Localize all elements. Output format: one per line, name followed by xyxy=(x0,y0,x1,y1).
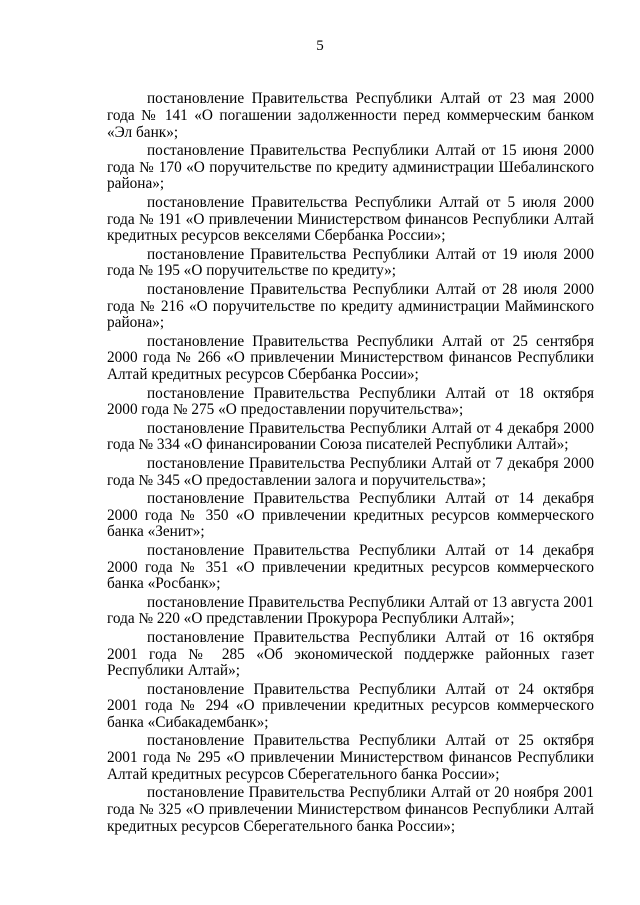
paragraph-3: постановление Правительства Республики Алтай от 5 июля 2000 года № 191 «О привлечении Министерством финансов Республики Алтай кредитных ресурсов векселями Сбербанка России»; xyxy=(107,193,594,245)
paragraph-14: постановление Правительства Республики Алтай от 24 октября 2001 года № 294 «О привлечении кредитных ресурсов коммерческого банка «Сибакадембанк»; xyxy=(107,680,594,732)
paragraph-6: постановление Правительства Республики Алтай от 25 сентября 2000 года № 266 «О привлечении Министерством финансов Республики Алтай кредитных ресурсов Сбербанка России»; xyxy=(107,332,594,384)
paragraph-2: постановление Правительства Республики Алтай от 15 июня 2000 года № 170 «О поручительстве по кредиту администрации Шебалинского района»; xyxy=(107,141,594,193)
paragraph-1: постановление Правительства Республики Алтай от 23 мая 2000 года № 141 «О погашении задолженности перед коммерческим банком «Эл банк»; xyxy=(107,90,594,141)
paragraph-15: постановление Правительства Республики Алтай от 25 октября 2001 года № 295 «О привлечении Министерством финансов Республики Алтай кредитных ресурсов Сберегательного банка России»; xyxy=(107,732,594,784)
paragraph-5: постановление Правительства Республики Алтай от 28 июля 2000 года № 216 «О поручительстве по кредиту администрации Майминского района»; xyxy=(107,280,594,332)
paragraph-4: постановление Правительства Республики Алтай от 19 июля 2000 года № 195 «О поручительстве по кредиту»; xyxy=(107,245,594,280)
paragraph-12: постановление Правительства Республики Алтай от 13 августа 2001 года № 220 «О представлении Прокурора Республики Алтай»; xyxy=(107,593,594,628)
paragraph-16: постановление Правительства Республики Алтай от 20 ноября 2001 года № 325 «О привлечении Министерством финансов Республики Алтай кредитных ресурсов Сберегательного банка России»; xyxy=(107,784,594,835)
page-number: 5 xyxy=(316,38,324,54)
paragraph-10: постановление Правительства Республики Алтай от 14 декабря 2000 года № 350 «О привлечении кредитных ресурсов коммерческого банка «Зенит»; xyxy=(107,489,594,541)
paragraph-8: постановление Правительства Республики Алтай от 4 декабря 2000 года № 334 «О финансировании Союза писателей Республики Алтай»; xyxy=(107,419,594,454)
paragraph-7: постановление Правительства Республики Алтай от 18 октября 2000 года № 275 «О предоставлении поручительства»; xyxy=(107,384,594,419)
paragraph-11: постановление Правительства Республики Алтай от 14 декабря 2000 года № 351 «О привлечении кредитных ресурсов коммерческого банка «Росбанк»; xyxy=(107,541,594,593)
paragraph-9: постановление Правительства Республики Алтай от 7 декабря 2000 года № 345 «О предоставлении залога и поручительства»; xyxy=(107,454,594,489)
document-body xyxy=(107,91,594,837)
paragraph-13: постановление Правительства Республики Алтай от 16 октября 2001 года № 285 «Об экономической поддержке районных газет Республики Алтай»; xyxy=(107,628,594,680)
